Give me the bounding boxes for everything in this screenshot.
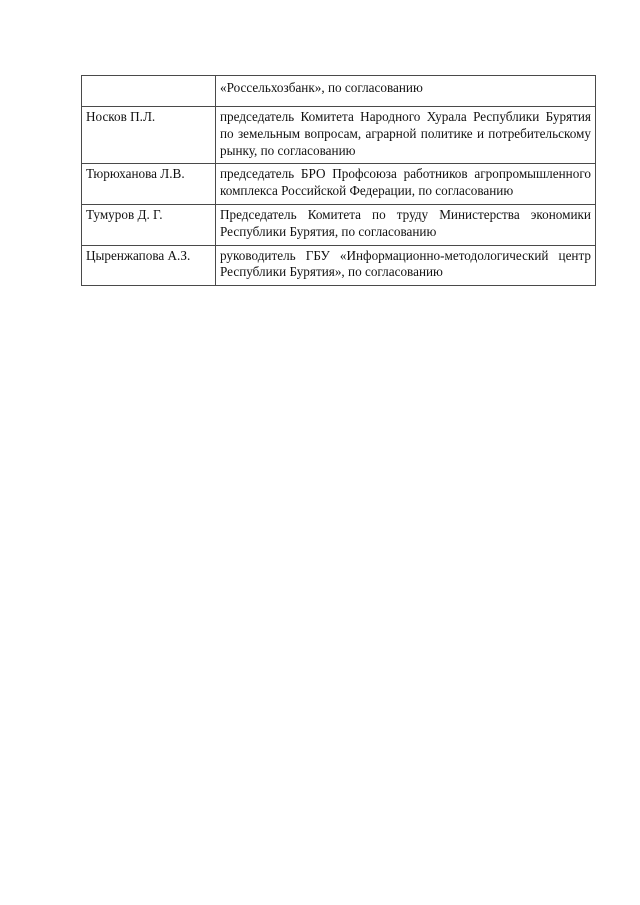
member-name-cell: Тумуров Д. Г.: [82, 204, 216, 245]
member-name-cell: [82, 76, 216, 107]
member-role-cell: руководитель ГБУ «Информационно-методологический центр Республики Бурятия», по согласованию: [216, 245, 596, 286]
table-row: [82, 107, 596, 164]
members-table: [81, 75, 596, 286]
table-row: [82, 164, 596, 205]
table-row: [82, 204, 596, 245]
table-row: [82, 245, 596, 286]
member-name-cell: Цыренжапова А.З.: [82, 245, 216, 286]
table-row: [82, 76, 596, 107]
member-role-cell: Председатель Комитета по труду Министерства экономики Республики Бурятия, по согласованию: [216, 204, 596, 245]
member-name-cell: Носков П.Л.: [82, 107, 216, 164]
member-name-cell: Тюрюханова Л.В.: [82, 164, 216, 205]
member-role-cell: председатель Комитета Народного Хурала Республики Бурятия по земельным вопросам, аграрной политике и потребительскому рынку, по согласованию: [216, 107, 596, 164]
member-role-cell: «Россельхозбанк», по согласованию: [216, 76, 596, 107]
member-role-cell: председатель БРО Профсоюза работников агропромышленного комплекса Российской Федерации, по согласованию: [216, 164, 596, 205]
